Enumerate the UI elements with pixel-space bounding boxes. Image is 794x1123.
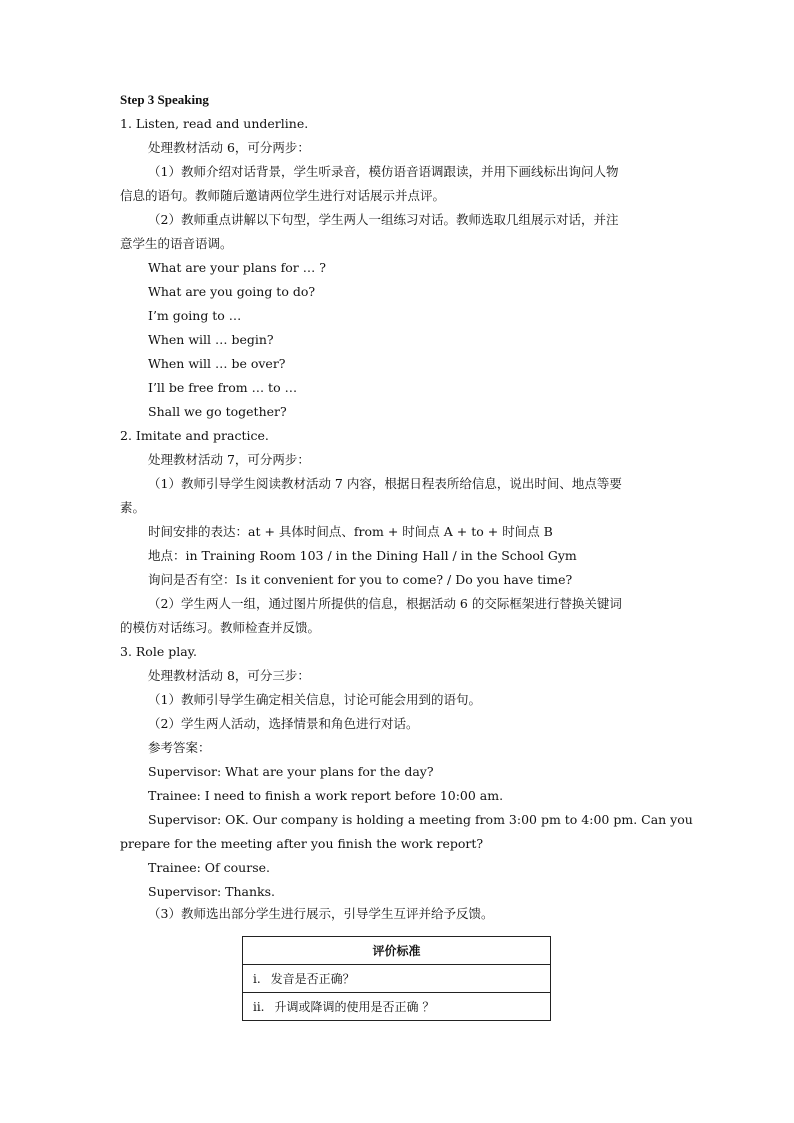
text-line: What are you going to do? [148, 284, 316, 299]
text-line: 信息的语句。教师随后邀请两位学生进行对话展示并点评。 [120, 188, 446, 203]
text-line: 询问是否有空：Is it convenient for you to come? / Do you have time? [148, 572, 573, 587]
table-row [243, 993, 551, 1021]
text-line: prepare for the meeting after you finish the work report? [120, 836, 484, 851]
text-line: （2）教师重点讲解以下句型，学生两人一组练习对话。教师选取几组展示对话，并注 [148, 212, 619, 227]
text-line: When will … begin? [148, 332, 274, 347]
text-line: Trainee: Of course. [148, 860, 270, 875]
text-line: 参考答案： [148, 740, 211, 755]
text-line: I’m going to … [148, 308, 242, 323]
row-text: 发音是否正确？ [270, 972, 355, 986]
table-row [243, 965, 551, 993]
text-line: 1. Listen, read and underline. [120, 116, 309, 131]
text-line: 2. Imitate and practice. [120, 428, 269, 443]
text-line: （3）教师选出部分学生进行展示，引导学生互评并给予反馈。 [148, 906, 494, 921]
table-header-row [243, 937, 551, 965]
text-line: Trainee: I need to finish a work report before 10:00 am. [148, 788, 504, 803]
text-line: Supervisor: Thanks. [148, 884, 276, 899]
text-line: （1）教师引导学生确定相关信息，讨论可能会用到的语句。 [148, 692, 481, 707]
table-header: 评价标准 [243, 937, 551, 965]
text-line: 处理教材活动 8，可分三步： [148, 668, 310, 683]
text-line: Supervisor: What are your plans for the day? [148, 764, 434, 779]
text-line: What are your plans for … ? [148, 260, 326, 275]
section-heading: Step 3 Speaking [120, 92, 209, 107]
text-line: 处理教材活动 7，可分两步： [148, 452, 310, 467]
text-line: 意学生的语音语调。 [120, 236, 233, 251]
text-line: 时间安排的表达：at + 具体时间点、from + 时间点 A + to + 时间点 B [148, 524, 553, 539]
text-line: （1）教师引导学生阅读教材活动 7 内容，根据日程表所给信息，说出时间、地点等要 [148, 476, 622, 491]
row-number: ii. [253, 1000, 265, 1014]
row-number: i. [253, 972, 261, 986]
table-cell [243, 993, 551, 1021]
text-line: Supervisor: OK. Our company is holding a meeting from 3:00 pm to 4:00 pm. Can you [148, 812, 693, 827]
text-line: 素。 [120, 500, 146, 515]
text-line: 地点：in Training Room 103 / in the Dining Hall / in the School Gym [148, 548, 577, 563]
text-line: Shall we go together? [148, 404, 287, 419]
text-line: （2）学生两人一组，通过图片所提供的信息，根据活动 6 的交际框架进行替换关键词 [148, 596, 622, 611]
text-line: 3. Role play. [120, 644, 198, 659]
text-line: 处理教材活动 6，可分两步： [148, 140, 310, 155]
text-line: 的模仿对话练习。教师检查并反馈。 [120, 620, 321, 635]
text-line: When will … be over? [148, 356, 286, 371]
table-cell [243, 965, 551, 993]
row-text: 升调或降调的使用是否正确 ？ [274, 1000, 435, 1014]
text-line: （2）学生两人活动，选择情景和角色进行对话。 [148, 716, 419, 731]
text-line: （1）教师介绍对话背景，学生听录音，模仿语音语调跟读，并用下画线标出询问人物 [148, 164, 619, 179]
evaluation-table [242, 936, 551, 1021]
text-line: I’ll be free from … to … [148, 380, 298, 395]
